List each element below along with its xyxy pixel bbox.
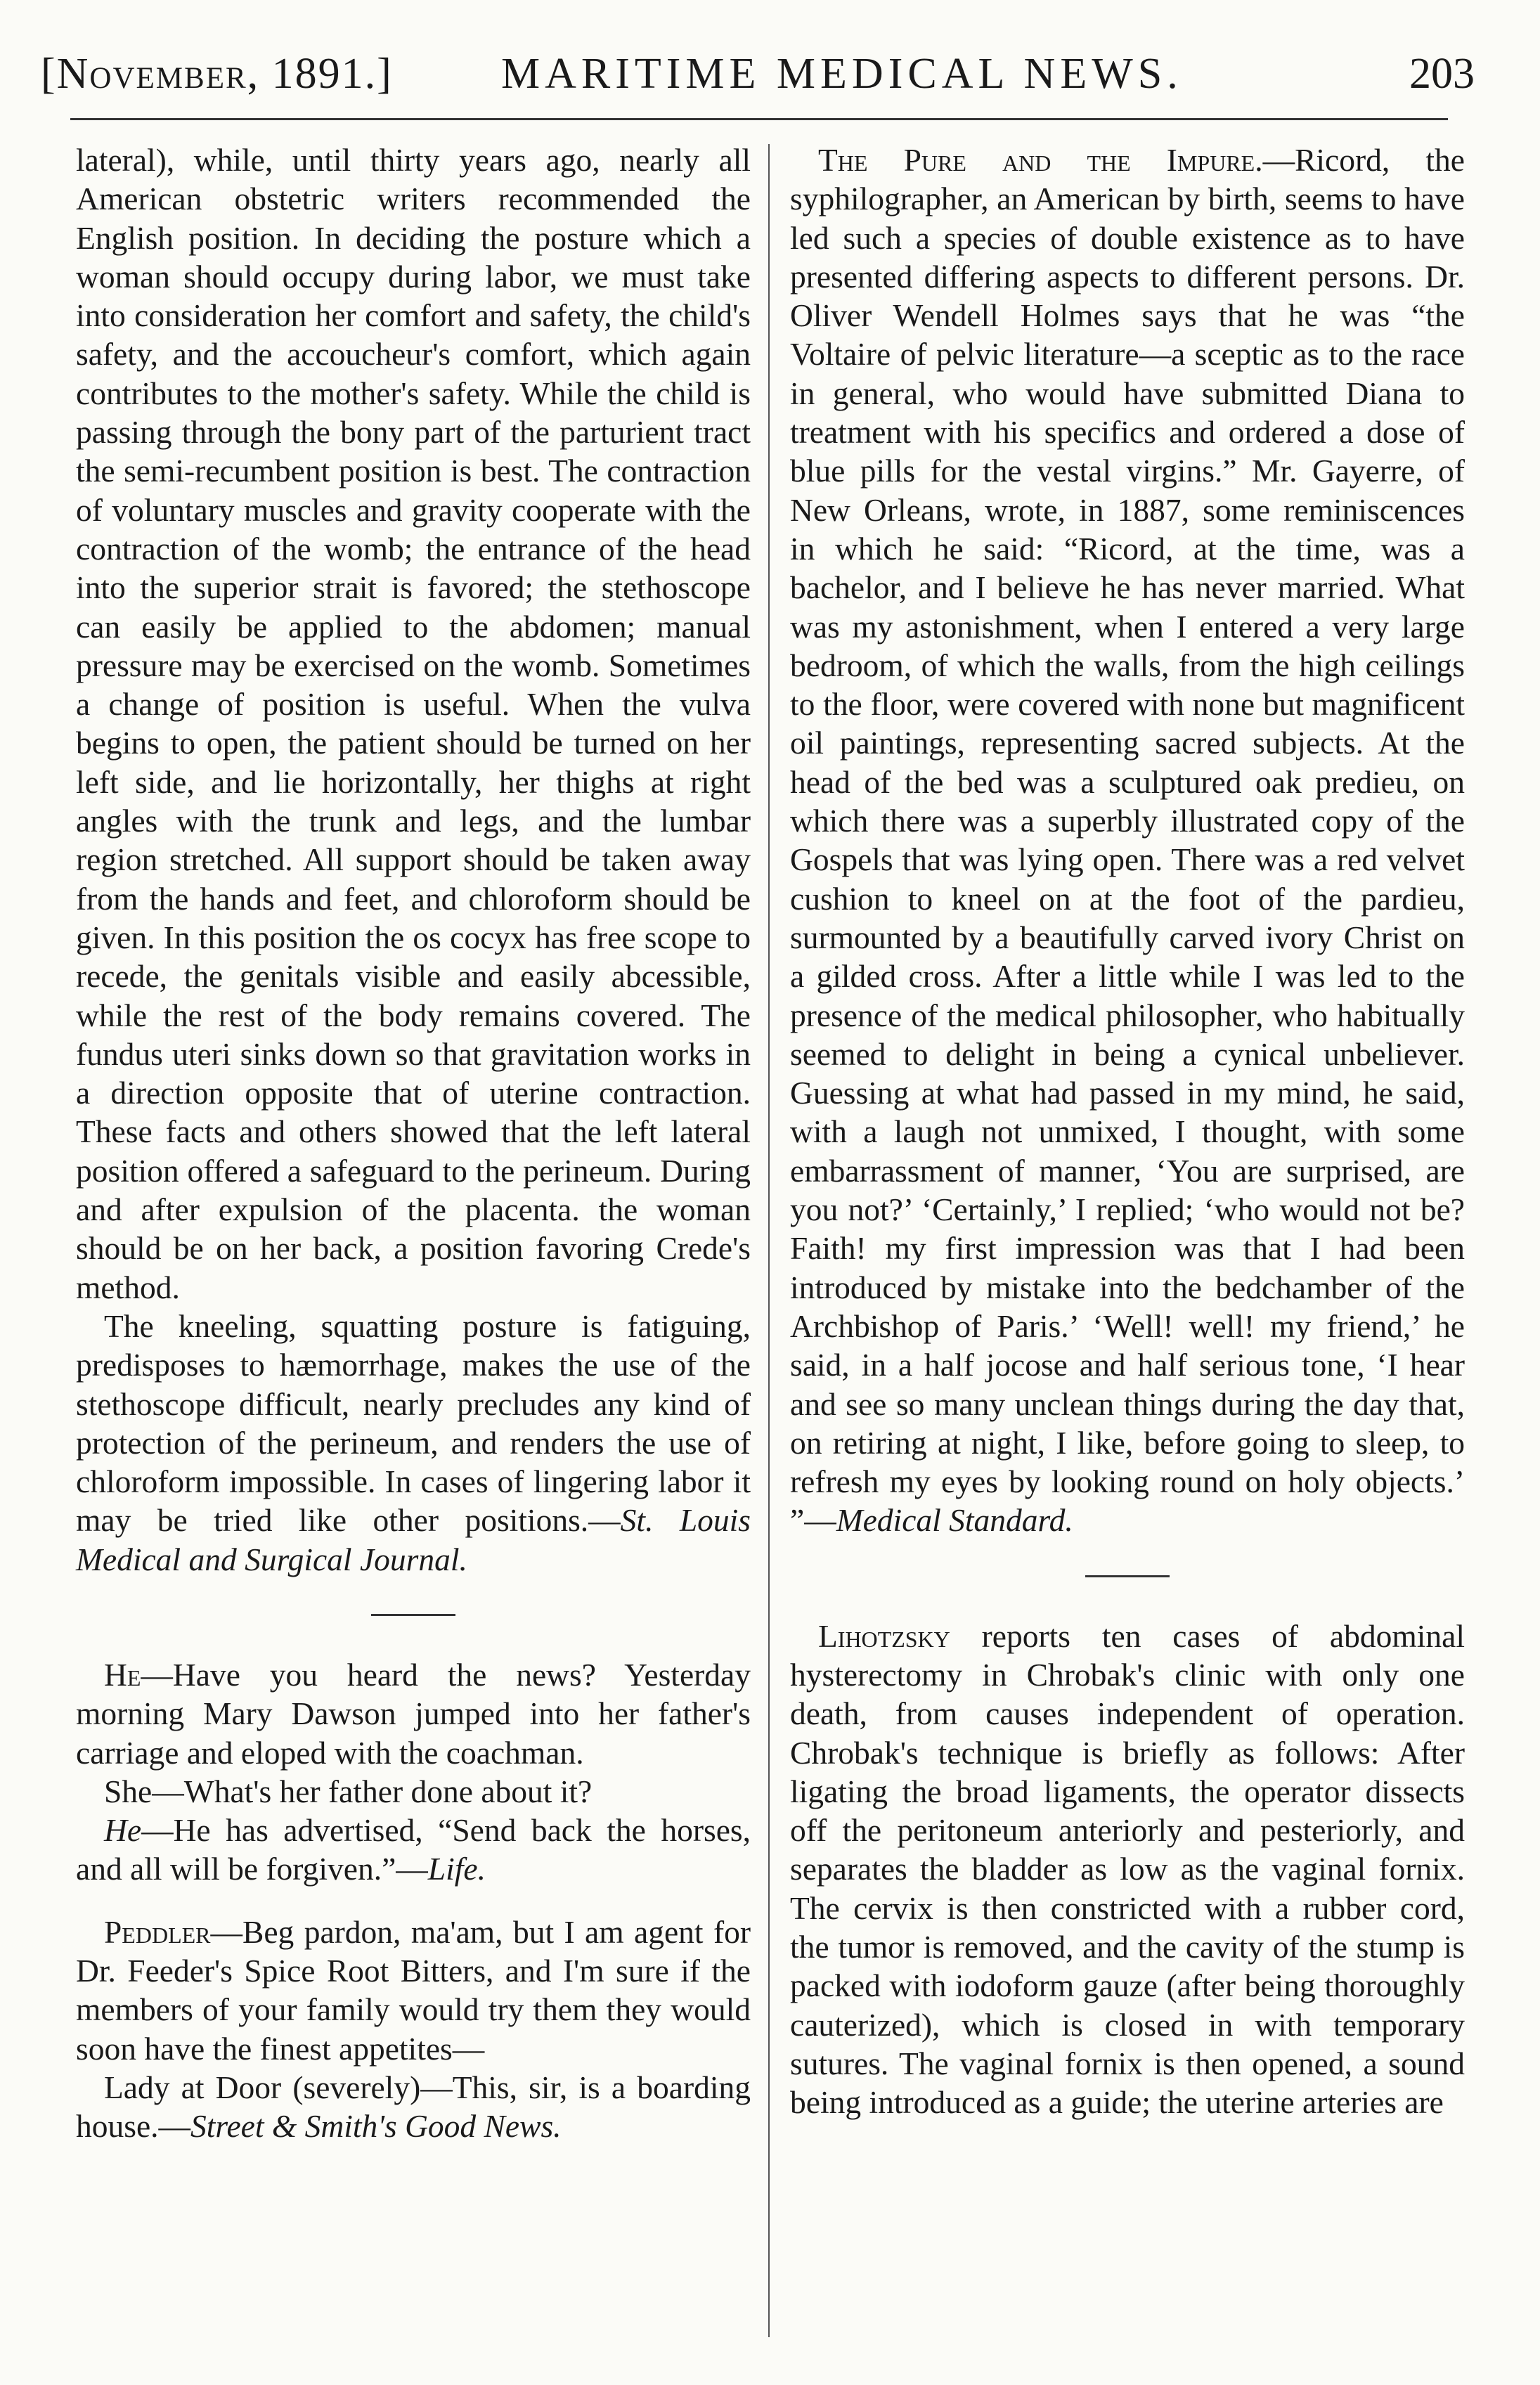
hysterectomy-article-paragraph [790,1617,1465,2122]
right-column [790,141,1465,2122]
posture-article-text: lateral), while, until thirty years ago, nearly all American obstetric writers recommended the English position. In deciding the posture which a woman should occupy during labor, we must take into consideration her comfort and safety, the child's safety, and the accoucheur's comfort, which again contributes to the mother's safety. While the child is passing through the bony part of the parturient tract the semi-recumbent position is best. The contraction of voluntary muscles and gravity cooperate with the contraction of the womb; the entrance of the head into the superior strait is favored; the stethoscope can easily be applied to the abdomen; manual pressure may be exercised on the womb. Sometimes a change of position is useful. When the vulva begins to open, the patient should be turned on her left side, and lie horizontally, her thighs at right angles with the trunk and legs, and the lumbar region stretched. All support should be taken away from the hands and feet, and chloroform should be given. In this position the os cocyx has free scope to recede, the genitals visible and easily abcessible, while the rest of the body remains covered. The fundus uteri sinks down so that gravitation works in a direction opposite that of uterine contraction. These facts and others showed that the left lateral position offered a safeguard to the perineum. During and after expulsion of the placenta. the woman should be on her back, a position favoring Crede's method. [76,142,751,1305]
joke-2-text-2: Lady at Door (severely)—This, sir, is a boarding house.— [76,2069,751,2145]
joke-1-source: Life. [427,1851,486,1887]
joke-1-speaker-2: He [104,1812,142,1849]
spacer [76,1889,751,1913]
posture-article-paragraph-2 [76,1307,751,1579]
ricord-article-text: —Ricord, the syphilographer, an American by birth, seems to have led such a species of double existence as to have presented differing aspects to different persons. Dr. Oliver Wendell Holmes says that he was “the Voltaire of pelvic literature—a sceptic as to the race in general, who would have submitted Diana to treatment with his specifics and ordered a dose of blue pills for the vestal virgins.” Mr. Gayerre, of New Orleans, wrote, in 1887, some reminiscences in which he said: “Ricord, at the time, was a bachelor, and I believe he has never married. What was my astonishment, when I entered a very large bedroom, of which the walls, from the high ceilings to the floor, were covered with none but magnificent oil paintings, representing sacred subjects. At the head of the bed was a sculptured oak prediеu, on which there was a superbly illustrated copy of the Gospels that was lying open. There was a red velvet cushion to kneel on at the foot of the pardieu, surmounted by a beautifully carved ivory Christ on a gilded cross. After a little while I was led to the presence of the medical philosopher, who habitually seemed to delight in being a cynical unbeliever. Guessing at what had passed in my mind, he said, with a laugh not unmixed, I thought, with some embarrassment of manner, ‘You are surprised, are you not?’ ‘Certainly,’ I replied; ‘who would not be? Faith! my first impression was that I had been introduced by mistake into the bedchamber of the Archbishop of Paris.’ ‘Well! well! my friend,’ he said, in a half jocose and half serious tone, ‘I hear and see so many unclean things during the day that, on retiring at night, I like, before going to sleep, to refresh my eyes by looking round on holy objects.’ ”— [790,142,1465,1539]
left-column [76,141,751,2146]
ricord-article-heading: The Pure and the Impure. [818,142,1263,178]
issue-date: [November, 1891.] [41,50,393,98]
ricord-article-source: Medical Standard. [836,1502,1073,1539]
joke-1-text-3: —He has advertised, “Send back the horses, and all will be forgiven.”— [76,1812,751,1887]
ricord-article-paragraph [790,141,1465,1540]
running-header [41,49,1475,105]
article-source: St. Louis Medical and Surgical Journal. [76,1502,751,1577]
header-rule [70,118,1448,120]
joke-1-text: —Have you heard the news? Yesterday morning Mary Dawson jumped into her father's carriage and eloped with the coachman. [76,1656,751,1771]
joke-1-line-1 [76,1655,751,1772]
joke-1-line-2 [76,1772,751,1811]
posture-article-paragraph [76,141,751,1307]
hysterectomy-article-text: reports ten cases of abdominal hysterectomy in Chrobak's clinic with only one death, from causes independent of operation. Chrobak's technique is briefly as follows: After ligating the broad ligaments, the operator dissects off the peritoneum anteriorly and pesteriorly, and separates the bladder as low as the vaginal fornix. The cervix is then constricted with a rubber cord, the tumor is removed, and the cavity of the stump is packed with iodoform gauze (after being thoroughly cauterized), which is closed in with temporary sutures. The vaginal fornix is then opened, a sound being introduced as a guide; the uterine arteries are [790,1617,1465,2121]
joke-2-speaker: Peddler [104,1913,211,1950]
joke-2-line-2 [76,2068,751,2146]
journal-title: MARITIME MEDICAL NEWS. [501,50,1183,98]
posture-article-text-2: The kneeling, squatting posture is fatiguing, predisposes to hæmorrhage, makes the use of the stethoscope difficult, nearly precludes any kind of protection of the perineum, and renders the use of chloroform impossible. In cases of lingering labor it may be tried like other positions.— [76,1307,751,1539]
page-number: 203 [1409,50,1475,98]
joke-2-line-1 [76,1913,751,2068]
joke-1-text-2: She—What's her father done about it? [104,1773,593,1809]
joke-1-speaker: He [104,1656,141,1693]
section-divider-right [1085,1575,1170,1577]
hysterectomy-article-author: Lihotzsky [818,1617,950,1654]
joke-2-text: —Beg pardon, ma'am, but I am agent for Dr. Feeder's Spice Root Bitters, and I'm sure if the members of your family would try them they would soon have the finest appetites— [76,1913,751,2067]
joke-2-source: Street & Smith's Good News. [190,2108,562,2145]
section-divider [371,1614,455,1616]
joke-1-line-3 [76,1811,751,1889]
column-divider [768,144,770,2337]
